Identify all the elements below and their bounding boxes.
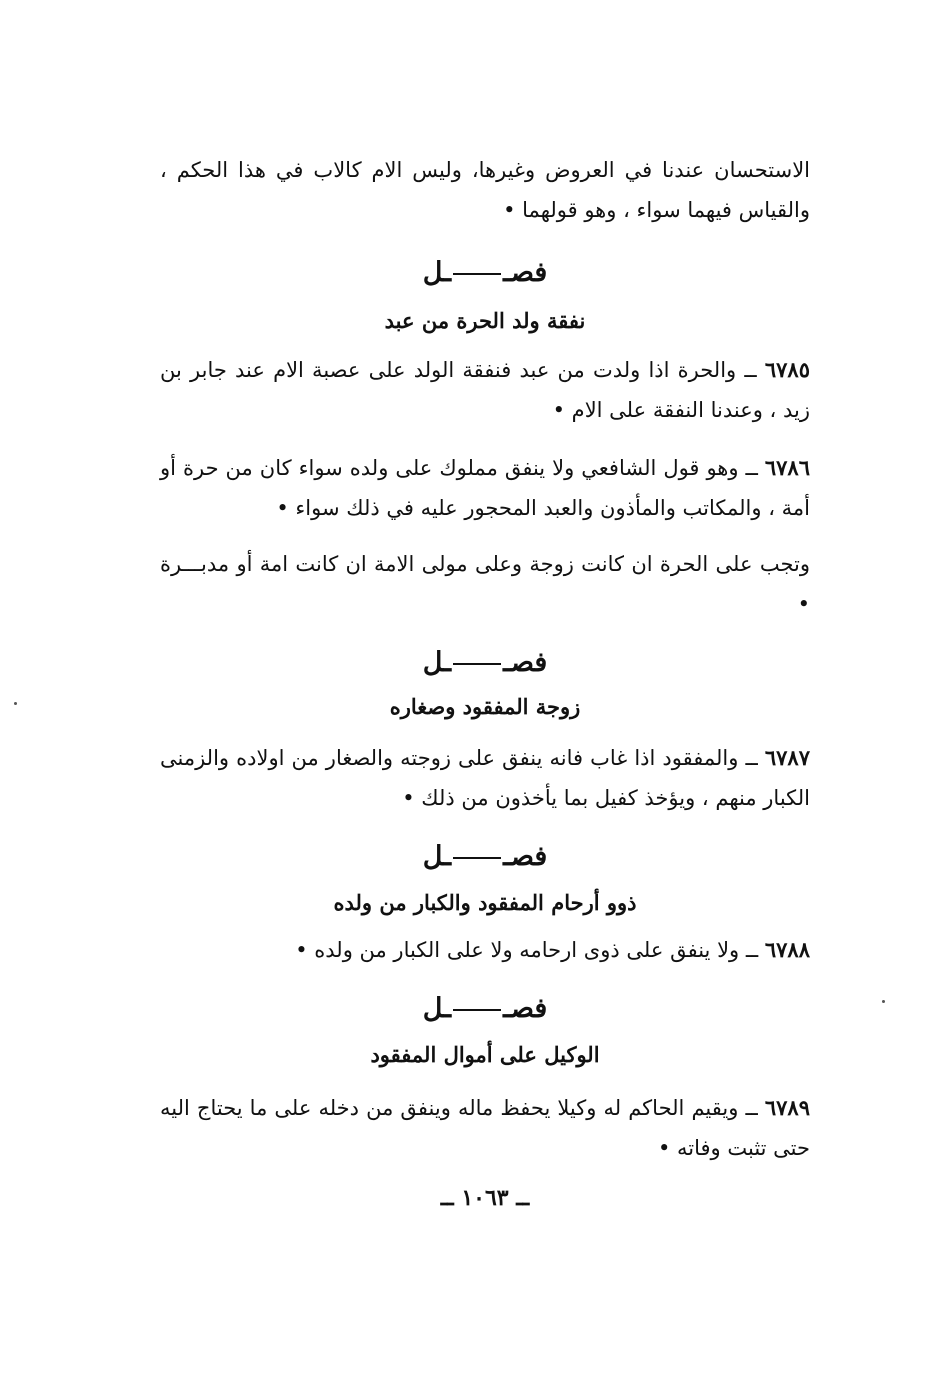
scan-speck bbox=[882, 1000, 885, 1003]
section-heading-1: نفقة ولد الحرة من عبد bbox=[384, 308, 586, 333]
intro-paragraph: الاستحسان عندنا في العروض وغيرها، وليس الام كالاب في هذا الحكم ، والقياس فيهما سواء ، وهو قولهما • bbox=[160, 158, 810, 222]
paragraph-text: والحرة اذا ولدت من عبد فنفقة الولد على عصبة الام عند جابر بن زيد ، وعندنا النفقة على الام • bbox=[160, 358, 810, 422]
scan-speck bbox=[14, 702, 17, 705]
section-label-4-stroke bbox=[453, 1009, 501, 1011]
paragraph-dash: ــ bbox=[745, 456, 758, 480]
section-label-3-end: ـل bbox=[422, 841, 452, 872]
section-label-2-end: ـل bbox=[422, 647, 452, 678]
paragraph-text: وهو قول الشافعي ولا ينفق مملوك على ولده سواء كان من حرة أو أمة ، والمكاتب والمأذون والعبد المحجور عليه في ذلك سواء • bbox=[160, 456, 810, 520]
section-label-2 bbox=[160, 646, 810, 680]
section-label-4-end: ـل bbox=[422, 993, 452, 1024]
paragraph-text: والمفقود اذا غاب فانه ينفق على زوجته والصغار من اولاده والزمنى الكبار منهم ، ويؤخذ كفيل بما يأخذون من ذلك • bbox=[160, 746, 810, 810]
section-label-2-stroke bbox=[453, 663, 501, 665]
section-heading-4: الوكيل على أموال المفقود bbox=[370, 1042, 600, 1067]
section-label-4-start: فصـ bbox=[503, 993, 548, 1024]
page-number: ــ ١٠٦٣ ــ bbox=[440, 1185, 530, 1211]
paragraph-6786-continuation: وتجب على الحرة ان كانت زوجة وعلى مولى الامة ان كانت امة أو مدبـــرة • bbox=[160, 552, 810, 616]
paragraph-number: ٦٧٨٧ bbox=[764, 745, 810, 770]
section-label-3-stroke bbox=[453, 857, 501, 859]
section-heading-2: زوجة المفقود وصغاره bbox=[389, 694, 581, 719]
section-label-3-start: فصـ bbox=[503, 841, 548, 872]
paragraph-6785 bbox=[160, 350, 810, 430]
paragraph-text: ولا ينفق على ذوى ارحامه ولا على الكبار من ولده • bbox=[295, 938, 740, 962]
paragraph-number: ٦٧٨٥ bbox=[764, 357, 810, 382]
paragraph-text: ويقيم الحاكم له وكيلا يحفظ ماله وينفق من دخله على ما يحتاج اليه حتى تثبت وفاته • bbox=[160, 1096, 810, 1160]
paragraph-6787 bbox=[160, 738, 810, 818]
paragraph-dash: ــ bbox=[744, 358, 757, 382]
paragraph-6789 bbox=[160, 1088, 810, 1168]
paragraph-dash: ــ bbox=[745, 1096, 758, 1120]
paragraph-6786 bbox=[160, 448, 810, 528]
section-label-3 bbox=[160, 840, 810, 874]
paragraph-number: ٦٧٨٨ bbox=[764, 937, 810, 962]
paragraph-6788 bbox=[160, 930, 810, 970]
section-label-2-start: فصـ bbox=[503, 647, 548, 678]
section-label-4 bbox=[160, 992, 810, 1026]
section-label-1 bbox=[160, 256, 810, 290]
section-label-1-start: فصـ bbox=[503, 257, 548, 288]
section-heading-3: ذوو أرحام المفقود والكبار من ولده bbox=[333, 890, 637, 915]
paragraph-dash: ــ bbox=[745, 746, 758, 770]
section-label-1-stroke bbox=[453, 273, 501, 275]
paragraph-number: ٦٧٨٩ bbox=[764, 1095, 810, 1120]
paragraph-dash: ــ bbox=[745, 938, 759, 962]
section-label-1-end: ـل bbox=[422, 257, 452, 288]
paragraph-number: ٦٧٨٦ bbox=[764, 455, 810, 480]
